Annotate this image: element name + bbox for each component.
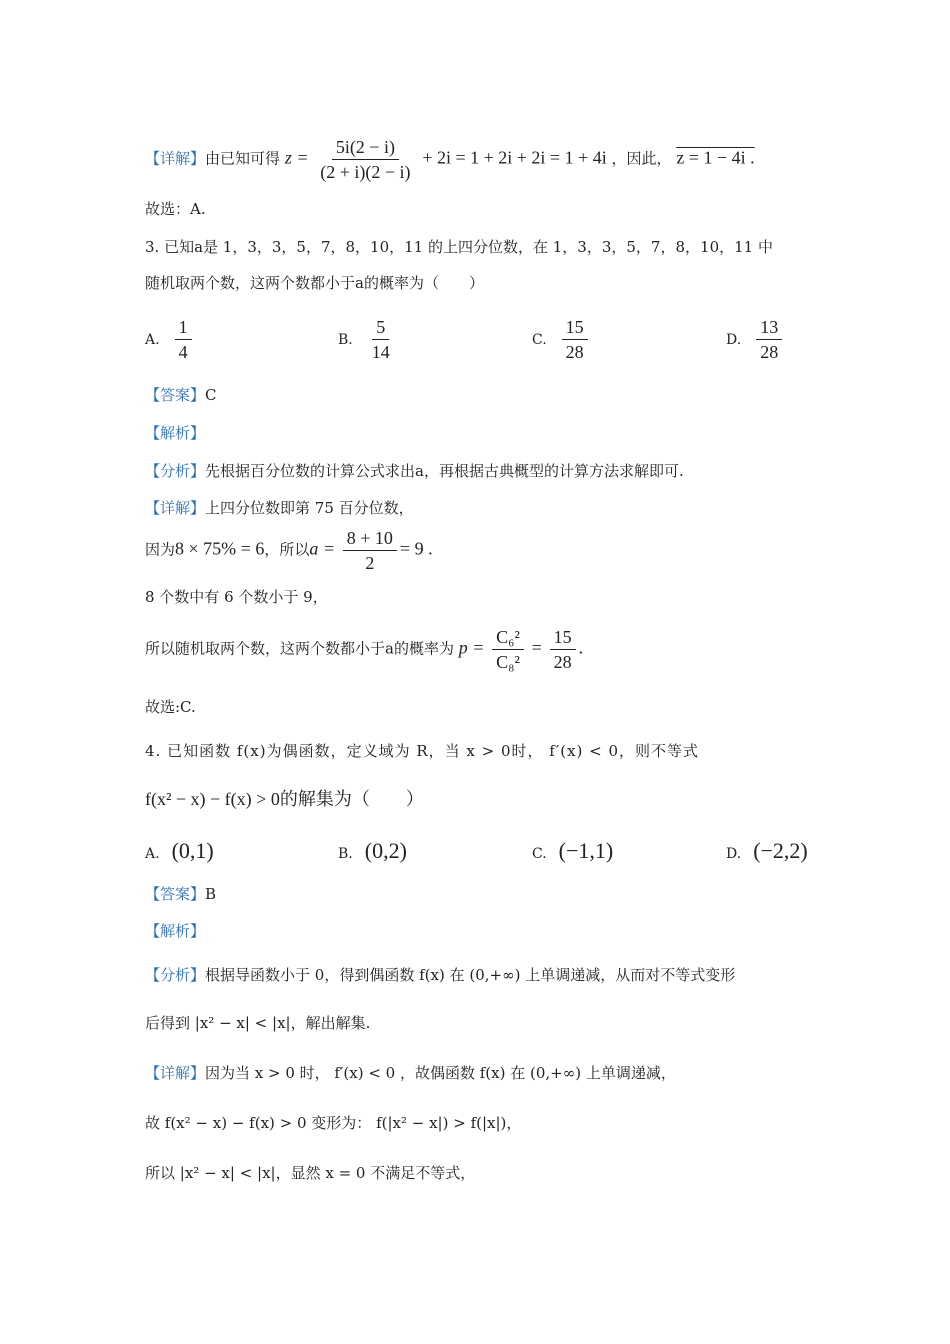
q4-option-a: A. (0,1) bbox=[145, 838, 214, 863]
q4-detail-line-1: 【详解】因为当 x > 0 时， f′(x) < 0 ，故偶函数 f(x) 在 (0,+∞) 上单调递减， bbox=[145, 1064, 676, 1082]
fraction: $\frac{\text{C₆²}}{\text{C₈²}}$ bbox=[492, 626, 524, 673]
q3-option-c: C. $\frac{15}{28}$ bbox=[532, 316, 591, 363]
q4-analysis-line-1: 【分析】根据导函数小于 0，得到偶函数 f(x) 在 (0,+∞) 上单调递减，从而对不等式变形 bbox=[145, 966, 736, 984]
q4-detail-line-3: 所以 |x² − x| < |x|，显然 x = 0 不满足不等式， bbox=[145, 1164, 476, 1182]
q3-detail-line-1: 【详解】上四分位数即第 75 百分位数， bbox=[145, 499, 414, 517]
conjugate-eq: z = 1 − 4i . bbox=[676, 147, 755, 168]
q3-option-d: D. $\frac{13}{28}$ bbox=[726, 316, 785, 363]
z-symbol: z = bbox=[284, 147, 309, 168]
detail-line-1 bbox=[145, 136, 755, 183]
q3-line-2: 随机取两个数，这两个数都小于a的概率为（ ） bbox=[145, 274, 484, 292]
q4-line-1: 4. 已知函数 f(x)为偶函数，定义域为 R，当 x > 0时， f′(x) < 0，则不等式 bbox=[145, 742, 700, 760]
q4-analysis-line-2: 后得到 |x² − x| < |x|，解出解集. bbox=[145, 1014, 371, 1032]
q4-detail-line-2: 故 f(x² − x) − f(x) > 0 变形为： f(|x² − x|) > f(|x|)， bbox=[145, 1114, 522, 1132]
q3-answer-line: 【答案】C bbox=[145, 386, 217, 404]
q4-option-d: D. (−2,2) bbox=[726, 838, 808, 863]
q3-detail-line-4: 所以随机取两个数，这两个数都小于a的概率为 p = $\frac{\text{C₆²}}{\text{C₈²}}$ = $\frac{15}{28}$ . bbox=[145, 627, 584, 672]
q3-detail-line-3: 8 个数中有 6 个数小于 9， bbox=[145, 588, 328, 606]
detail-text: 由已知可得 bbox=[205, 149, 281, 168]
q4-jiexi-label: 【解析】 bbox=[145, 922, 206, 940]
choose-line-1: 故选：A. bbox=[145, 200, 206, 218]
q4-line-2: f(x² − x) − f(x) > 0的解集为（ ） bbox=[145, 789, 424, 809]
fraction: $\frac{15}{28}$ bbox=[550, 626, 576, 673]
choose-line-3: 故选:C. bbox=[145, 698, 196, 716]
q4-answer-line: 【答案】B bbox=[145, 885, 217, 903]
detail-label: 【详解】 bbox=[145, 149, 206, 168]
fraction: $\frac{5i(2 - i)}{(2 + i)(2 - i)}$ bbox=[320, 137, 411, 182]
text-therefore: ，因此， bbox=[611, 149, 672, 168]
q3-option-b: B. $\frac{5}{14}$ bbox=[338, 317, 390, 362]
q3-option-a: A. $\frac{1}{4}$ bbox=[145, 316, 195, 363]
q4-option-c: C. (−1,1) bbox=[532, 838, 614, 863]
q3-line-1: 3. 已知a是 1，3，3，5，7，8，10，11 的上四分位数，在 1，3，3，5，7，8，10，11 中 bbox=[145, 238, 773, 256]
equation-rest: + 2i = 1 + 2i + 2i = 1 + 4i bbox=[422, 147, 607, 168]
q3-detail-line-2: 因为8 × 75% = 6，所以a = $\frac{8 + 10}{2}$ = 9 . bbox=[145, 528, 433, 573]
q3-analysis-line: 【分析】先根据百分位数的计算公式求出a，再根据古典概型的计算方法求解即可. bbox=[145, 462, 684, 480]
q4-option-b: B. (0,2) bbox=[338, 838, 407, 863]
fraction: $\frac{8 + 10}{2}$ bbox=[343, 527, 397, 574]
q3-jiexi-label: 【解析】 bbox=[145, 424, 206, 442]
